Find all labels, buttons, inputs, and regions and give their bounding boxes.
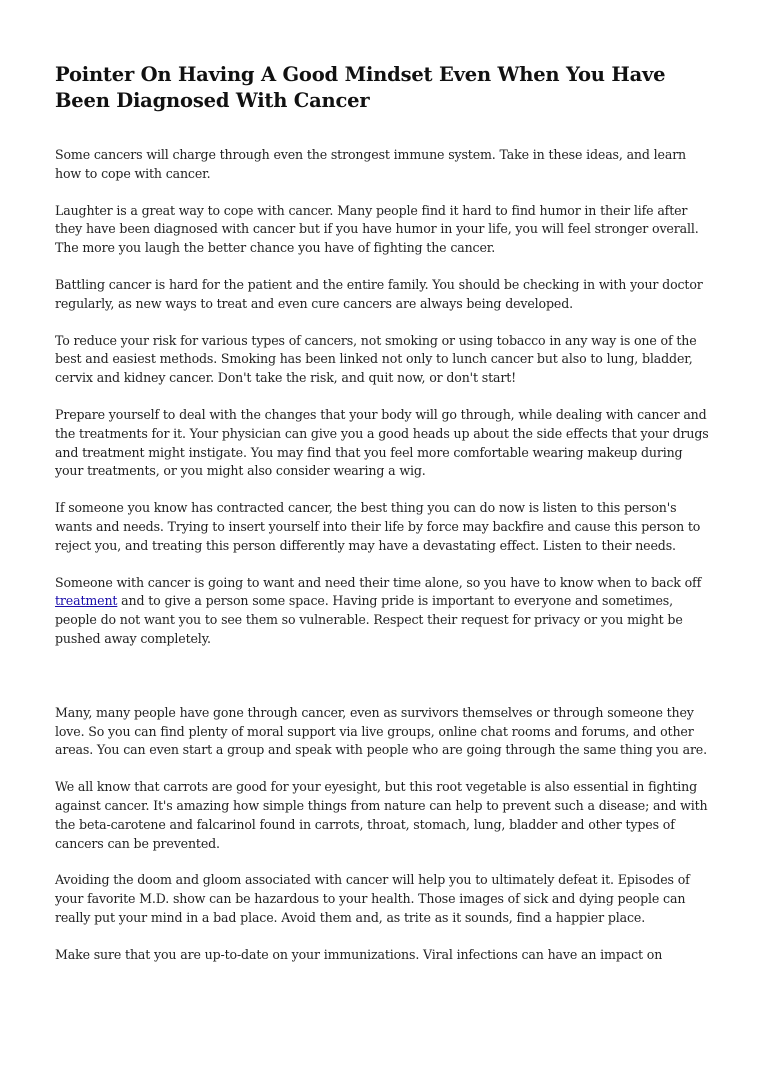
paragraph: To reduce your risk for various types of cancers, not smoking or using tobacco in any way is one of the best and easiest methods. Smoking has been linked not only to lunch cancer but also to lung, bladder, cervix and kidney cancer. Don't take the risk, and quit now, or don't start! <box>55 332 697 386</box>
paragraph: Many, many people have gone through cancer, even as survivors themselves or through someone they love. So you can find plenty of moral support via live groups, online chat rooms and forums, and other areas. You can even start a group and speak with people who are going through the same thing you are. <box>55 704 707 758</box>
paragraph-text-after-link: and to give a person some space. Having pride is important to everyone and sometimes, people do not want you to see them so vulnerable. Respect their request for privacy or you might be pushed away completely. <box>55 593 683 646</box>
paragraph: Battling cancer is hard for the patient and the entire family. You should be checking in with your doctor regularly, as new ways to treat and even cure cancers are always being developed. <box>55 276 703 311</box>
treatment-link[interactable]: treatment <box>55 593 118 609</box>
paragraph: If someone you know has contracted cancer, the best thing you can do now is listen to this person's wants and needs. Trying to insert yourself into their life by force may backfire and cause this person to reject you, and treating this person differently may have a devastating effect. Listen to their needs. <box>55 500 701 553</box>
paragraph: Some cancers will charge through even the strongest immune system. Take in these ideas, and learn how to cope with cancer. <box>55 147 687 181</box>
paragraph: Prepare yourself to deal with the changes that your body will go through, while dealing with cancer and the treatments for it. Your physician can give you a good heads up about the side effects that your drugs and treatment might instigate. You may find that you feel more comfortable wearing makeup during your treatments, or you might also consider wearing a wig. <box>55 406 709 479</box>
paragraph: We all know that carrots are good for your eyesight, but this root vegetable is also essential in fighting against cancer. It's amazing how simple things from nature can help to prevent such a disease; and with the beta-carotene and falcarinol found in carrots, throat, stomach, lung, bladder and other types of cancers can be prevented. <box>55 779 708 851</box>
paragraph-with-link <box>55 574 714 649</box>
paragraph: Laughter is a great way to cope with cancer. Many people find it hard to find humor in their life after they have been diagnosed with cancer but if you have humor in your life, you will feel stronger overall. The more you laugh the better chance you have of fighting the cancer. <box>55 202 699 256</box>
paragraph: Make sure that you are up-to-date on your immunizations. Viral infections can have an impact on <box>55 946 663 962</box>
page-title: Pointer On Having A Good Mindset Even When You Have Been Diagnosed With Cancer <box>55 63 666 112</box>
paragraph: Avoiding the doom and gloom associated with cancer will help you to ultimately defeat it. Episodes of your favorite M.D. show can be hazardous to your health. Those images of sick and dying people can really put your mind in a bad place. Avoid them and, as trite as it sounds, find a happier place. <box>55 872 690 925</box>
paragraph-text-before-link: Someone with cancer is going to want and need their time alone, so you have to know when to back off <box>55 574 702 590</box>
